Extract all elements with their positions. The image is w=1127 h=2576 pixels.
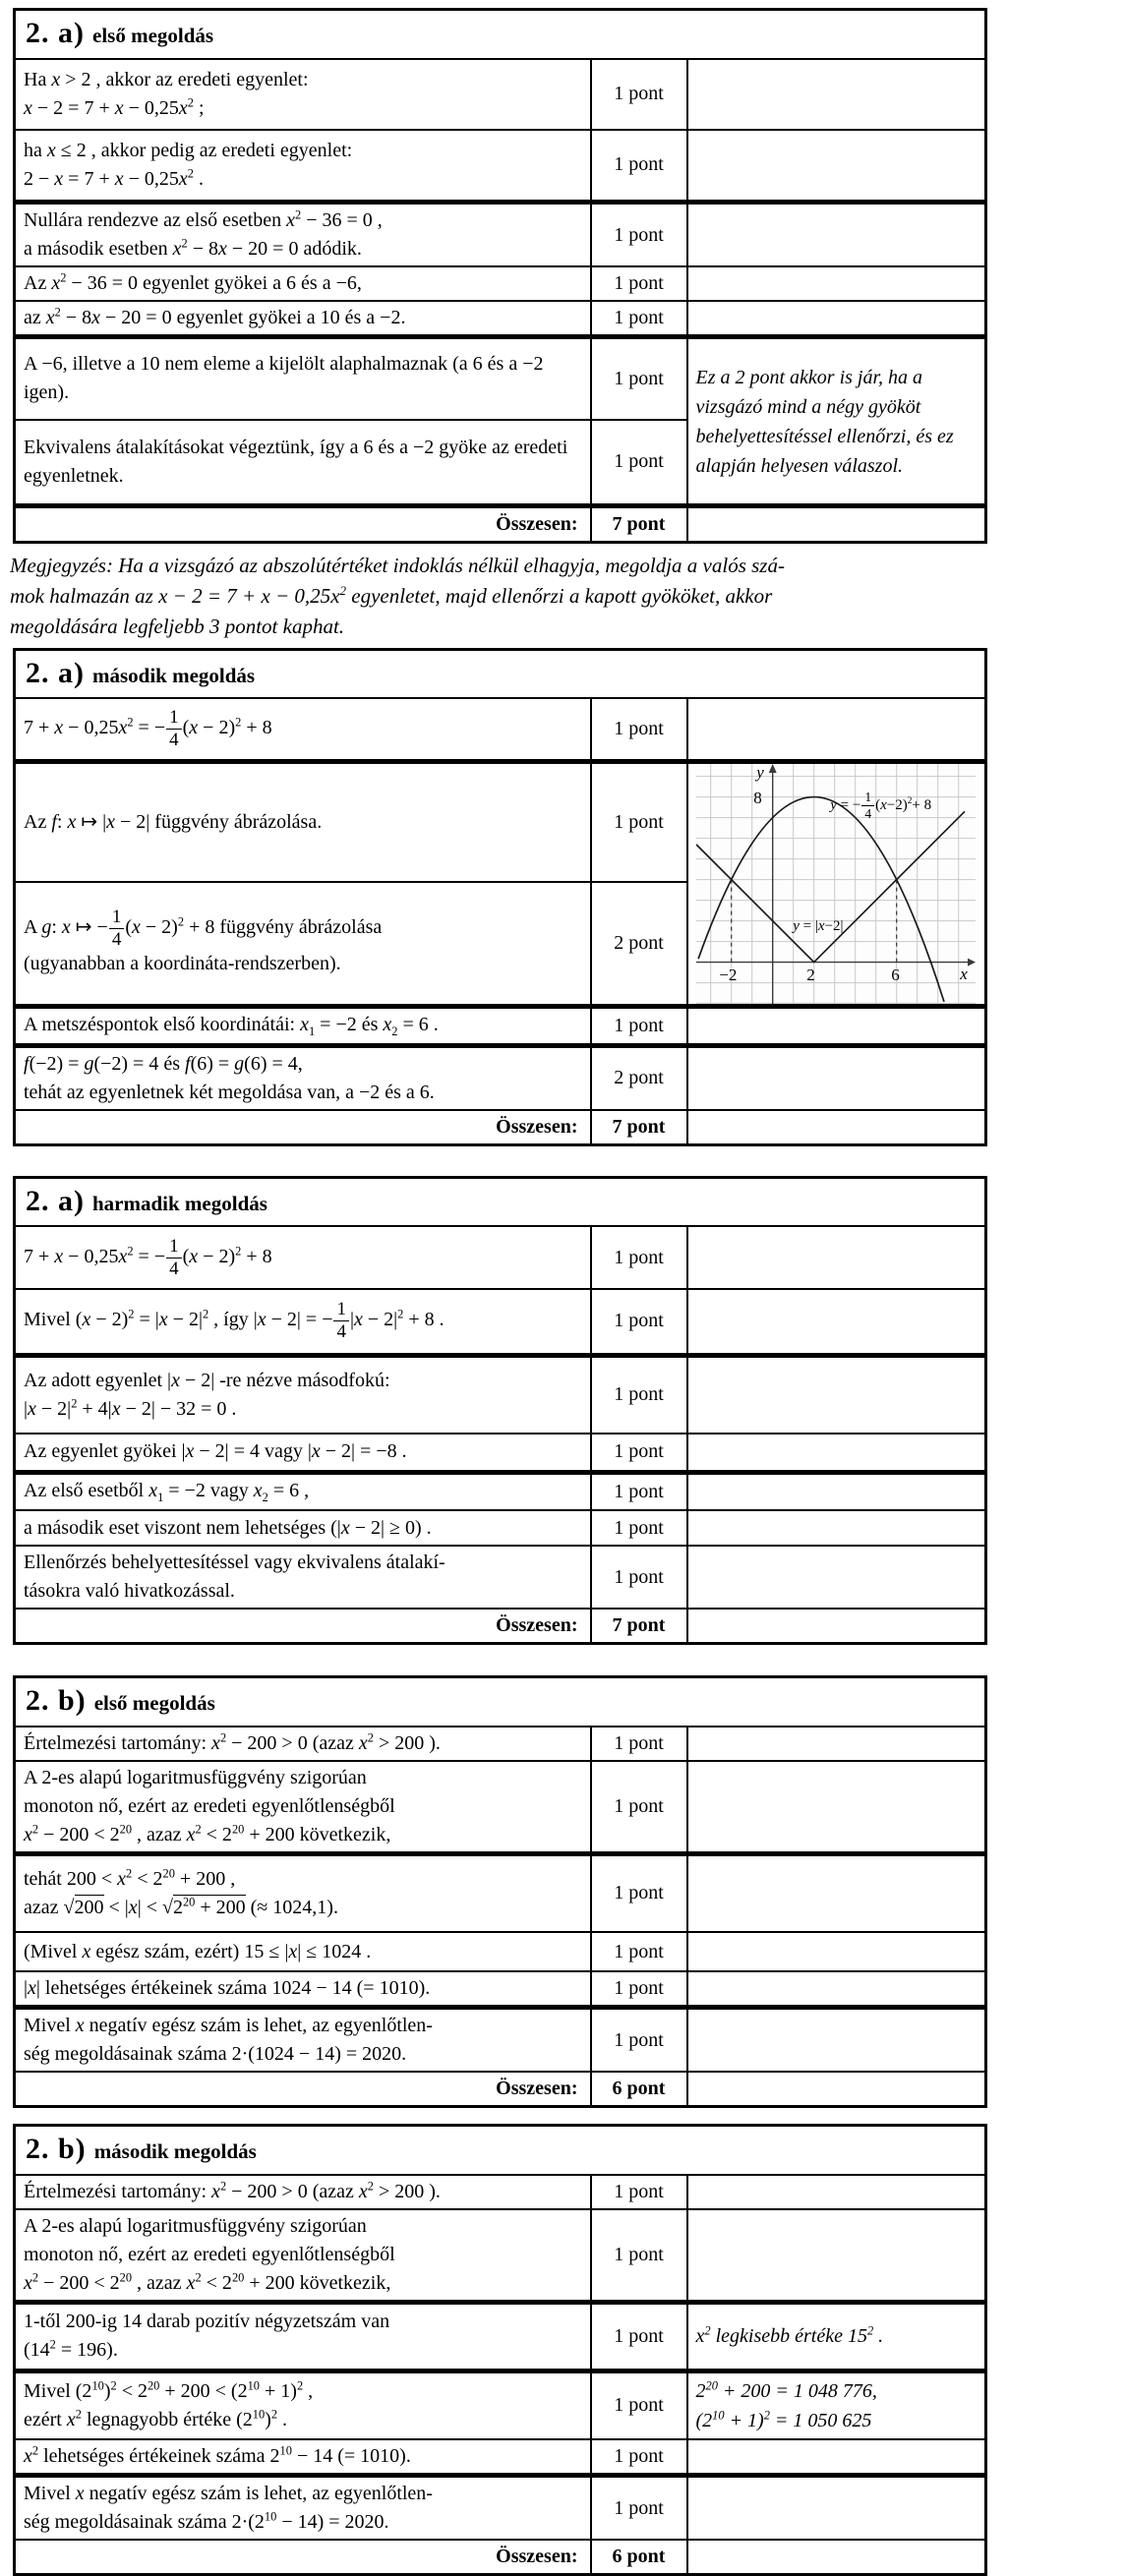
- total-label-cell: Összesen:: [15, 506, 591, 543]
- empty-cell: [687, 203, 986, 267]
- empty-cell: [687, 2439, 986, 2476]
- criterion-cell: |x| lehetséges értékeinek száma 1024 − 14 (= 1010).: [15, 1971, 591, 2008]
- criterion-cell: a második eset viszont nem lehetséges (|x − 2| ≥ 0) .: [15, 1510, 591, 1546]
- total-row: [15, 506, 986, 543]
- title-number: 2. a): [26, 17, 85, 49]
- points-cell: 1 pont: [591, 2302, 687, 2371]
- points-cell: 1 pont: [591, 1355, 687, 1434]
- criterion-cell: (Mivel x egész szám, ezért) 15 ≤ |x| ≤ 1024 .: [15, 1932, 591, 1971]
- empty-cell: [687, 2072, 986, 2107]
- table-title: [15, 1177, 986, 1226]
- points-cell: 1 pont: [591, 1472, 687, 1510]
- total-row: [15, 1110, 986, 1145]
- empty-cell: [687, 1971, 986, 2008]
- x-axis-label: x: [960, 964, 968, 983]
- points-cell: 1 pont: [591, 130, 687, 203]
- criterion-cell: Értelmezési tartomány: $x^2 - 200 > 0$ (azaz $x^2 > 200$ ).: [15, 1727, 591, 1761]
- table-row: [15, 2175, 986, 2209]
- table-row: [15, 2008, 986, 2073]
- criterion-cell: Az $x^2 - 36 = 0$ egyenlet gyökei a 6 és a −6,: [15, 266, 591, 301]
- solution-table-2a-first: [13, 8, 987, 544]
- points-cell: 1 pont: [591, 761, 687, 882]
- empty-cell: [687, 1045, 986, 1110]
- empty-cell: [687, 698, 986, 761]
- total-points-cell: 7 pont: [591, 1110, 687, 1145]
- solution-table-2a-second: [13, 648, 987, 1146]
- remark-paragraph: Megjegyzés: Ha a vizsgázó az abszolútértéket indoklás nélkül elhagyja, megoldja a valós szá- mok halmazán az $x - 2 = 7 + x - 0,25x^2$ egyenletet, majd ellenőrzi a kapott gyököket, akkor megoldására legfeljebb 3 pontot kaphat.: [10, 554, 785, 638]
- points-cell: 1 pont: [591, 698, 687, 761]
- empty-cell: [687, 1609, 986, 1644]
- empty-cell: [687, 1110, 986, 1145]
- empty-cell: [687, 1006, 986, 1045]
- points-cell: 1 pont: [591, 1226, 687, 1289]
- title-number: 2. a): [26, 656, 85, 689]
- empty-cell: [687, 1546, 986, 1609]
- points-cell: 1 pont: [591, 1434, 687, 1472]
- table-title: [15, 2126, 986, 2175]
- table-row: [15, 1434, 986, 1472]
- total-points-cell: 7 pont: [591, 1609, 687, 1644]
- y-tick-8: 8: [753, 788, 762, 807]
- points-cell: 1 pont: [591, 2209, 687, 2303]
- title-text: második megoldás: [93, 2139, 257, 2164]
- table-row: [15, 761, 986, 882]
- x-tick-6: 6: [891, 965, 900, 984]
- total-row: [15, 2540, 986, 2575]
- points-cell: 1 pont: [591, 2476, 687, 2541]
- points-cell: 1 pont: [591, 1853, 687, 1932]
- empty-cell: [687, 2008, 986, 2073]
- table-row: [15, 1971, 986, 2008]
- table-row: [15, 337, 986, 420]
- total-points-cell: 6 pont: [591, 2540, 687, 2575]
- table-row: [15, 301, 986, 337]
- criterion-cell: $7 + x - 0,25x^2$ = − $\frac{1}{4}$ $(x - 2)^2 + 8$: [15, 698, 591, 761]
- empty-cell: [687, 506, 986, 543]
- empty-cell: [687, 2209, 986, 2303]
- table-row: [15, 2439, 986, 2476]
- empty-cell: [687, 1932, 986, 1971]
- function-graph: [696, 764, 976, 1004]
- points-cell: 1 pont: [591, 1761, 687, 1854]
- table-title: [15, 1677, 986, 1727]
- empty-cell: [687, 2540, 986, 2575]
- title-number: 2. b): [26, 1684, 87, 1718]
- empty-cell: [687, 1472, 986, 1510]
- title-text: harmadik megoldás: [92, 1191, 267, 1215]
- criterion-cell: ha x ≤ 2 , akkor pedig az eredeti egyenlet: $2 - x = 7 + x - 0,25x^2$ .: [15, 130, 591, 203]
- table-row: [15, 1727, 986, 1761]
- table-row: [15, 130, 986, 203]
- points-cell: 1 pont: [591, 2175, 687, 2209]
- empty-cell: [687, 1853, 986, 1932]
- function-graph-cell: [687, 761, 986, 1006]
- criterion-cell: A −6, illetve a 10 nem eleme a kijelölt alaphalmaznak (a 6 és a −2 igen).: [15, 337, 591, 420]
- empty-cell: [687, 301, 986, 337]
- table-row: [15, 266, 986, 301]
- points-cell: 1 pont: [591, 1006, 687, 1045]
- points-cell: 1 pont: [591, 2008, 687, 2073]
- table-row: [15, 1045, 986, 1110]
- title-number: 2. a): [26, 1184, 85, 1217]
- table-row: [15, 1853, 986, 1932]
- empty-cell: [687, 1226, 986, 1289]
- table-row: [15, 203, 986, 267]
- total-label-cell: Összesen:: [15, 2540, 591, 2575]
- absolute-value-curve: [696, 811, 965, 962]
- criterion-cell: Ekvivalens átalakításokat végeztünk, így a 6 és a −2 gyöke az eredeti egyenletnek.: [15, 420, 591, 506]
- empty-cell: [687, 1510, 986, 1546]
- points-cell: 1 pont: [591, 420, 687, 506]
- criterion-cell: f(−2) = g(−2) = 4 és f(6) = g(6) = 4, tehát az egyenletnek két megoldása van, a −2 és a 6.: [15, 1045, 591, 1110]
- criterion-cell: Nullára rendezve az első esetben $x^2 - 36 = 0$ , a második esetben $x^2 - 8x - 20 = 0$ adódik.: [15, 203, 591, 267]
- total-points-cell: 7 pont: [591, 506, 687, 543]
- criterion-cell: Az egyenlet gyökei |x − 2| = 4 vagy |x − 2| = −8 .: [15, 1434, 591, 1472]
- table-row: [15, 59, 986, 130]
- criterion-cell: A g: x ↦ − $\frac{1}{4}$ $(x - 2)^2 + 8$ függvény ábrázolása (ugyanabban a koordináta-rendszerben).: [15, 882, 591, 1006]
- empty-cell: [687, 1289, 986, 1355]
- empty-cell: [687, 59, 986, 130]
- criterion-cell: Mivel $(x - 2)^2 = |x - 2|^2$ , így |x − 2| = − $\frac{1}{4}$ $|x - 2|^2 + 8$ .: [15, 1289, 591, 1355]
- criterion-cell: A 2-es alapú logaritmusfüggvény szigorúan monoton nő, ezért az eredeti egyenlőtlenségből $x^2 - 200 < 2^{20}$ , azaz $x^2 < 2^{20} + 200$ következik,: [15, 1761, 591, 1854]
- title-text: első megoldás: [93, 1691, 215, 1716]
- criterion-cell: $7 + x - 0,25x^2$ = − $\frac{1}{4}$ $(x - 2)^2 + 8$: [15, 1226, 591, 1289]
- empty-cell: [687, 1761, 986, 1854]
- table-row: [15, 698, 986, 761]
- table-row: [15, 1289, 986, 1355]
- points-cell: 1 pont: [591, 337, 687, 420]
- points-cell: 1 pont: [591, 301, 687, 337]
- examiner-note-cell: Ez a 2 pont akkor is jár, ha a vizsgázó mind a négy gyököt behelyettesítéssel ellenőrzi, és ez alapján helyesen válaszol.: [687, 337, 986, 506]
- points-cell: 2 pont: [591, 882, 687, 1006]
- title-number: 2. b): [26, 2133, 87, 2166]
- empty-cell: [687, 1355, 986, 1434]
- table-row: [15, 2371, 986, 2439]
- empty-cell: [687, 266, 986, 301]
- criterion-cell: Az adott egyenlet |x − 2| -re nézve másodfokú: $|x - 2|^2 + 4|x - 2| - 32 = 0$ .: [15, 1355, 591, 1434]
- points-cell: 1 pont: [591, 2439, 687, 2476]
- table-row: [15, 1355, 986, 1434]
- points-cell: 1 pont: [591, 2371, 687, 2439]
- criterion-cell: Az első esetből $x_1 = -2$ vagy $x_2 = 6$ ,: [15, 1472, 591, 1510]
- points-cell: 1 pont: [591, 266, 687, 301]
- table-row: [15, 2302, 986, 2371]
- examiner-note-cell: $x^2$ legkisebb értéke $15^2$ .: [687, 2302, 986, 2371]
- solution-table-2b-second: [13, 2124, 987, 2576]
- points-cell: 1 pont: [591, 1971, 687, 2008]
- criterion-cell: A 2-es alapú logaritmusfüggvény szigorúan monoton nő, ezért az eredeti egyenlőtlenségből $x^2 - 200 < 2^{20}$ , azaz $x^2 < 2^{20} + 200$ következik,: [15, 2209, 591, 2303]
- criterion-cell: Az f: x ↦ |x − 2| függvény ábrázolása.: [15, 761, 591, 882]
- parabola-equation-label: y = − $\frac{1}{4}$ $(x-2)^2+ 8$: [830, 789, 932, 821]
- total-label-cell: Összesen:: [15, 2072, 591, 2107]
- criterion-cell: Értelmezési tartomány: $x^2 - 200 > 0$ (azaz $x^2 > 200$ ).: [15, 2175, 591, 2209]
- points-cell: 1 pont: [591, 1510, 687, 1546]
- points-cell: 1 pont: [591, 1546, 687, 1609]
- total-row: [15, 2072, 986, 2107]
- table-title: [15, 10, 986, 59]
- points-cell: 1 pont: [591, 59, 687, 130]
- points-cell: 1 pont: [591, 1727, 687, 1761]
- criterion-cell: tehát $200 < x^2 < 2^{20} + 200$ , azaz $√200 < |x| < √2^{20} + 200$ (≈ 1024,1).: [15, 1853, 591, 1932]
- table-row: [15, 1226, 986, 1289]
- empty-cell: [687, 1727, 986, 1761]
- table-title: [15, 649, 986, 698]
- absolute-value-equation-label: y = |x−2|: [793, 917, 844, 934]
- examiner-note-cell: $2^{20} + 200 = 1$ 048 776, $(2^{10} + 1)^2 = 1$ 050 625: [687, 2371, 986, 2439]
- criterion-cell: Ha x > 2 , akkor az eredeti egyenlet: $x - 2 = 7 + x - 0,25x^2$ ;: [15, 59, 591, 130]
- empty-cell: [687, 2476, 986, 2541]
- total-label-cell: Összesen:: [15, 1609, 591, 1644]
- table-row: [15, 2476, 986, 2541]
- criterion-cell: A metszéspontok első koordinátái: $x_1 = -2$ és $x_2 = 6$ .: [15, 1006, 591, 1045]
- total-points-cell: 6 pont: [591, 2072, 687, 2107]
- total-label-cell: Összesen:: [15, 1110, 591, 1145]
- points-cell: 1 pont: [591, 203, 687, 267]
- table-row: [15, 1546, 986, 1609]
- empty-cell: [687, 1434, 986, 1472]
- points-cell: 2 pont: [591, 1045, 687, 1110]
- criterion-cell: $x^2$ lehetséges értékeinek száma $2^{10} - 14$ (= 1010).: [15, 2439, 591, 2476]
- table-row: [15, 1006, 986, 1045]
- criterion-cell: Mivel x negatív egész szám is lehet, az egyenlőtlen- ség megoldásainak száma 2·(1024 − 14) = 2020.: [15, 2008, 591, 2073]
- criterion-cell: Mivel $(2^{10})^2 < 2^{20} + 200 < (2^{10} + 1)^2$ , ezért $x^2$ legnagyobb értéke $(2^{10})^2$ .: [15, 2371, 591, 2439]
- table-row: [15, 1932, 986, 1971]
- table-row: [15, 1510, 986, 1546]
- title-text: második megoldás: [92, 663, 256, 687]
- table-row: [15, 1761, 986, 1854]
- x-tick-2: 2: [806, 965, 815, 984]
- criterion-cell: Ellenőrzés behelyettesítéssel vagy ekvivalens átalakí- tásokra való hivatkozással.: [15, 1546, 591, 1609]
- table-row: [15, 1472, 986, 1510]
- points-cell: 1 pont: [591, 1932, 687, 1971]
- total-row: [15, 1609, 986, 1644]
- solution-table-2b-first: [13, 1675, 987, 2108]
- y-axis-label: y: [756, 762, 764, 782]
- table-row: [15, 2209, 986, 2303]
- empty-cell: [687, 130, 986, 203]
- x-tick-neg2: −2: [719, 965, 738, 984]
- criterion-cell: az $x^2 - 8x - 20 = 0$ egyenlet gyökei a 10 és a −2.: [15, 301, 591, 337]
- criterion-cell: Mivel x negatív egész szám is lehet, az egyenlőtlen- ség megoldásainak száma $2\cdot(2^{10} - 14) = 2020$.: [15, 2476, 591, 2541]
- solution-table-2a-third: [13, 1176, 987, 1646]
- title-text: első megoldás: [92, 24, 214, 47]
- criterion-cell: 1-től 200-ig 14 darab pozitív négyzetszám van $(14^2 = 196)$.: [15, 2302, 591, 2371]
- empty-cell: [687, 2175, 986, 2209]
- points-cell: 1 pont: [591, 1289, 687, 1355]
